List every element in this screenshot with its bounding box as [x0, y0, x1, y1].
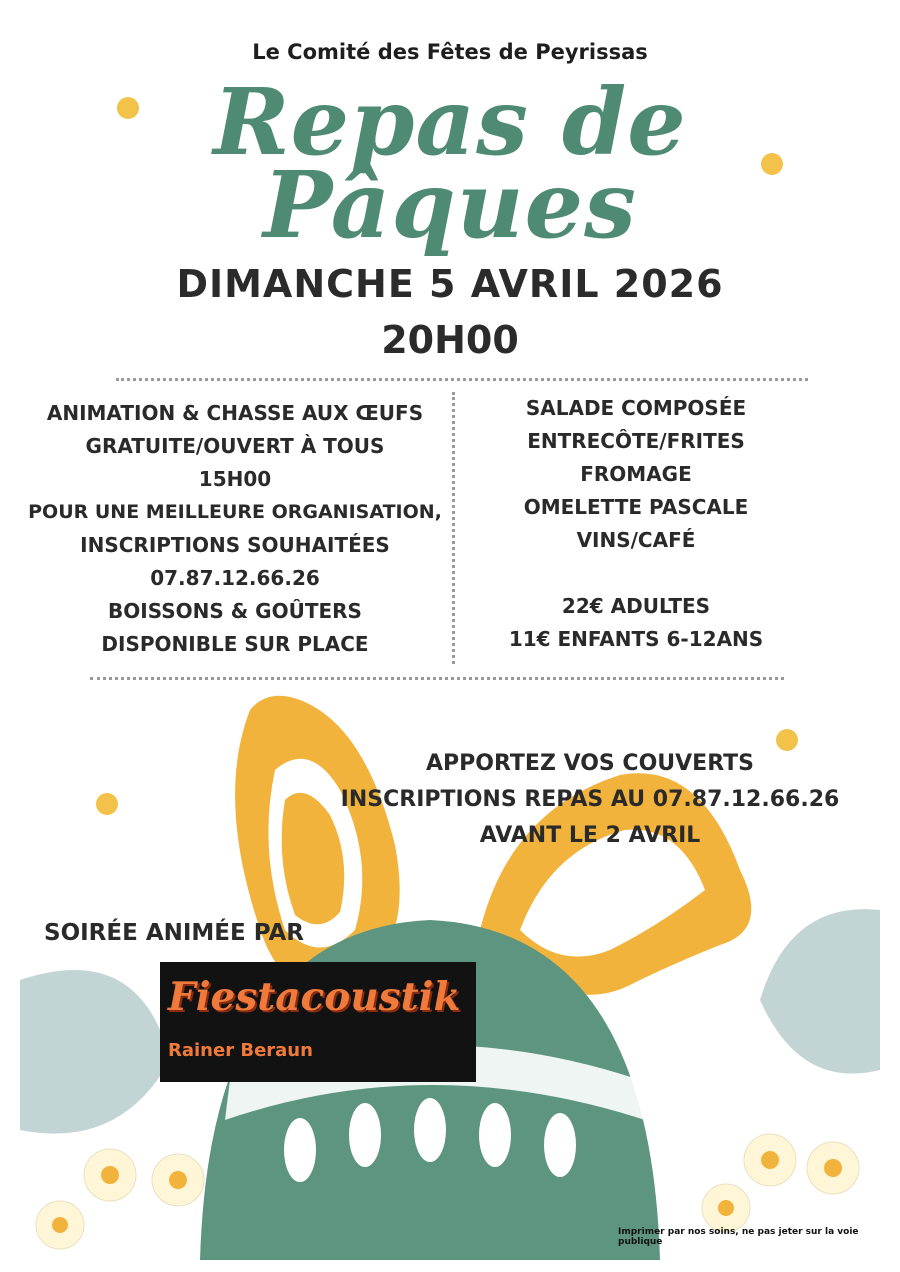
event-date: DIMANCHE 5 AVRIL 2026	[176, 262, 724, 306]
menu-item: ENTRECÔTE/FRITES	[527, 429, 745, 453]
flower-icon	[702, 1184, 750, 1232]
band-logo	[160, 962, 476, 1082]
menu-item: SALADE COMPOSÉE	[525, 396, 747, 420]
flower-icon	[152, 1154, 204, 1206]
notice-line-3: AVANT LE 2 AVRIL	[479, 823, 701, 848]
flower-icon	[36, 1201, 84, 1249]
price-children: 11€ ENFANTS 6-12ANS	[508, 627, 764, 651]
leaf-right	[760, 909, 880, 1074]
activity-line: INSCRIPTIONS SOUHAITÉES	[80, 533, 390, 557]
flower-icon	[84, 1149, 136, 1201]
activity-line: 07.87.12.66.26	[150, 566, 320, 590]
activity-line: 15H00	[198, 467, 272, 491]
menu-item: VINS/CAFÉ	[576, 528, 696, 552]
menu-item: FROMAGE	[580, 462, 692, 486]
divider-top	[116, 378, 808, 381]
divider-vertical	[452, 392, 455, 664]
price-adults: 22€ ADULTES	[561, 594, 711, 618]
activity-line: ANIMATION & CHASSE AUX ŒUFS	[46, 401, 424, 425]
menu-item: OMELETTE PASCALE	[523, 495, 749, 519]
notice-line-2: INSCRIPTIONS REPAS AU 07.87.12.66.26	[340, 787, 840, 812]
flower-icon	[807, 1142, 859, 1194]
footer-fineprint: Imprimer par nos soins, ne pas jeter sur la voie publique	[618, 1227, 859, 1247]
activity-line: POUR UNE MEILLEURE ORGANISATION,	[28, 501, 442, 523]
activity-line: BOISSONS & GOÛTERS	[108, 599, 362, 623]
band-person: Rainer Beraun	[168, 1040, 313, 1061]
activity-line: GRATUITE/OUVERT À TOUS	[85, 434, 385, 458]
flower-icon	[744, 1134, 796, 1186]
activities-column	[20, 397, 450, 661]
band-name: Fiestacoustik	[168, 974, 461, 1020]
leaf-left	[20, 970, 170, 1134]
registration-notice	[300, 746, 880, 854]
title-line-2: Pâques	[263, 151, 637, 259]
title-line-1: Repas de	[213, 68, 687, 176]
notice-line-1: APPORTEZ VOS COUVERTS	[426, 751, 754, 776]
entertainment-label: SOIRÉE ANIMÉE PAR	[44, 920, 304, 946]
event-time: 20H00	[381, 318, 519, 362]
menu-column	[468, 392, 804, 656]
organizer-name: Le Comité des Fêtes de Peyrissas	[252, 40, 648, 64]
activity-line: DISPONIBLE SUR PLACE	[101, 632, 369, 656]
